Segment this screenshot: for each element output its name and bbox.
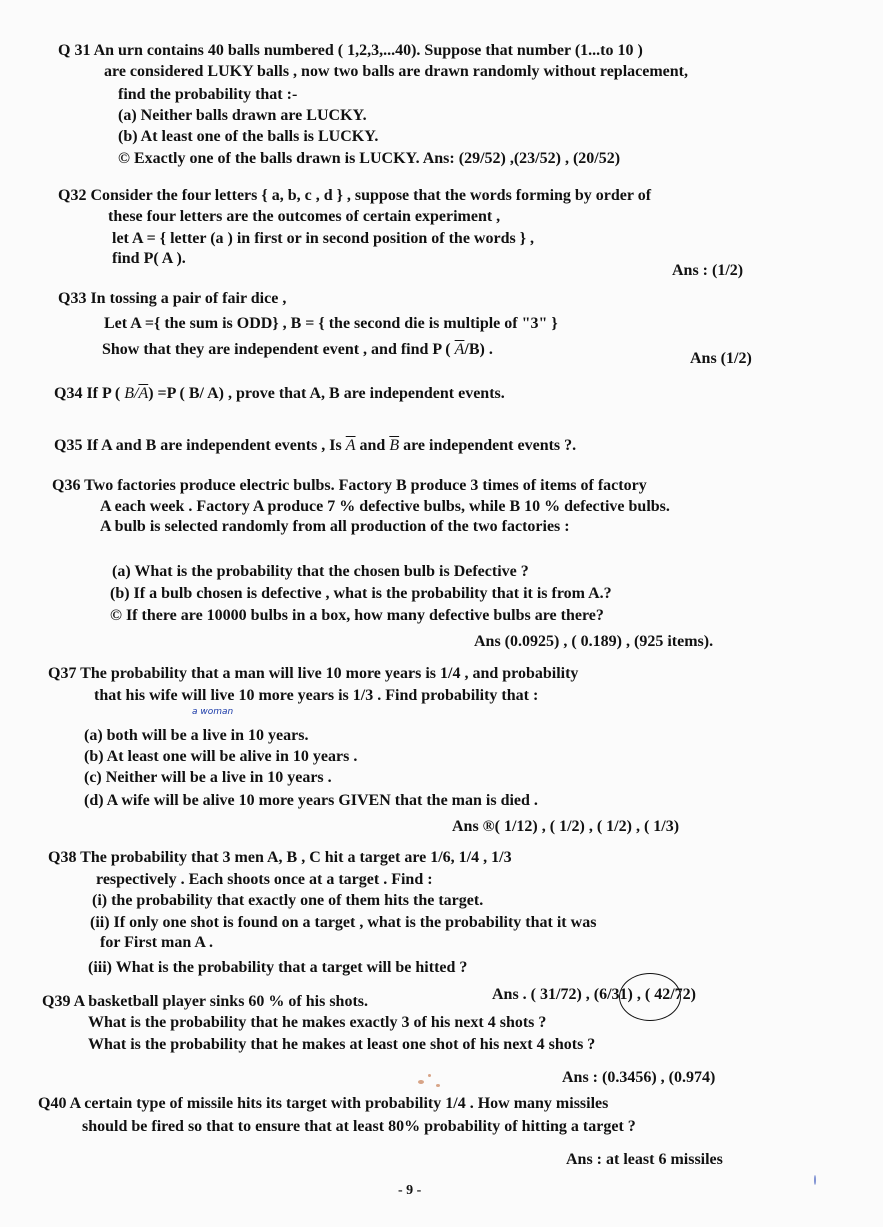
q36-line-5: (b) If a bulb chosen is defective , what is the probability that it is from A.? xyxy=(110,585,612,602)
q36-answer: Ans (0.0925) , ( 0.189) , (925 items). xyxy=(474,633,714,650)
q38-line-1: Q38 The probability that 3 men A, B , C hit a target are 1/6, 1/4 , 1/3 xyxy=(48,849,512,866)
q39-line-2: What is the probability that he makes exactly 3 of his next 4 shots ? xyxy=(88,1014,547,1031)
q32-line-4: find P( A ). xyxy=(112,250,186,267)
q32-line-1: Q32 Consider the four letters { a, b, c , d } , suppose that the words forming by order of xyxy=(58,187,652,204)
q38-line-3: (i) the probability that exactly one of them hits the target. xyxy=(92,892,484,909)
q35-line-1: Q35 If A and B are independent events , Is $\overline{A}$ and $\overline{B}$ are independent events ?. xyxy=(54,437,577,454)
q36-line-2: A each week . Factory A produce 7 % defective bulbs, while B 10 % defective bulbs. xyxy=(100,498,670,515)
q33-line-3: Show that they are independent event , and find P ( $\overline{A}/B$) . xyxy=(102,341,493,358)
q33-line-2: Let A ={ the sum is ODD} , B = { the second die is multiple of "3" } xyxy=(104,315,558,332)
q39-line-3: What is the probability that he makes at least one shot of his next 4 shots ? xyxy=(88,1036,596,1053)
q31-line-5: (b) At least one of the balls is LUCKY. xyxy=(118,128,379,145)
handwritten-note: a woman xyxy=(192,707,234,717)
q32-line-2: these four letters are the outcomes of certain experiment , xyxy=(108,208,501,225)
q38-line-2: respectively . Each shoots once at a target . Find : xyxy=(96,871,433,888)
q38-answer: Ans . ( 31/72) , (6/31) , ( 42/72) xyxy=(492,986,696,1003)
ink-mark xyxy=(814,1175,816,1185)
q40-line-1: Q40 A certain type of missile hits its target with probability 1/4 . How many missiles xyxy=(38,1095,609,1112)
q37-line-3: (a) both will be a live in 10 years. xyxy=(84,727,309,744)
q37-line-6: (d) A wife will be alive 10 more years GIVEN that the man is died . xyxy=(84,792,538,809)
q38-line-6: (iii) What is the probability that a target will be hitted ? xyxy=(88,959,468,976)
q37-line-5: (c) Neither will be a live in 10 years . xyxy=(84,769,332,786)
q37-line-1: Q37 The probability that a man will live 10 more years is 1/4 , and probability xyxy=(48,665,579,682)
q31-line-4: (a) Neither balls drawn are LUCKY. xyxy=(118,107,367,124)
q31-line-2: are considered LUKY balls , now two balls are drawn randomly without replacement, xyxy=(104,63,689,80)
q36-line-6: © If there are 10000 bulbs in a box, how many defective bulbs are there? xyxy=(110,607,604,624)
q36-line-4: (a) What is the probability that the chosen bulb is Defective ? xyxy=(112,563,529,580)
q36-line-3: A bulb is selected randomly from all production of the two factories : xyxy=(100,518,570,535)
q38-line-4: (ii) If only one shot is found on a target , what is the probability that it was xyxy=(90,914,597,931)
q40-answer: Ans : at least 6 missiles xyxy=(566,1151,723,1168)
q36-line-1: Q36 Two factories produce electric bulbs. Factory B produce 3 times of items of factory xyxy=(52,477,647,494)
q37-answer: Ans ®( 1/12) , ( 1/2) , ( 1/2) , ( 1/3) xyxy=(452,818,680,835)
circled-answer-mark xyxy=(619,973,681,1021)
q40-line-2: should be fired so that to ensure that at least 80% probability of hitting a target ? xyxy=(82,1118,636,1135)
q34-line-1: Q34 If P ( $B/\overline{A}) =P$ ( B/ A) , prove that A, B are independent events. xyxy=(54,385,505,402)
q37-line-4: (b) At least one will be alive in 10 years . xyxy=(84,748,358,765)
q31-line-6: © Exactly one of the balls drawn is LUCKY. Ans: (29/52) ,(23/52) , (20/52) xyxy=(118,150,621,167)
q33-answer: Ans (1/2) xyxy=(690,350,752,367)
q31-line-1: Q 31 An urn contains 40 balls numbered ( 1,2,3,...40). Suppose that number (1...to 10 ) xyxy=(58,42,643,59)
q38-line-5: for First man A . xyxy=(100,934,214,951)
q32-line-3: let A = { letter (a ) in first or in second position of the words } , xyxy=(112,230,534,247)
q31-line-3: find the probability that :- xyxy=(118,86,298,103)
stain-mark xyxy=(436,1084,440,1087)
q39-answer: Ans : (0.3456) , (0.974) xyxy=(562,1069,716,1086)
stain-mark xyxy=(428,1074,431,1077)
q37-line-2: that his wife will live 10 more years is 1/3 . Find probability that : xyxy=(94,687,539,704)
q39-line-1: Q39 A basketball player sinks 60 % of his shots. xyxy=(42,993,369,1010)
q32-answer: Ans : (1/2) xyxy=(672,262,744,279)
page-number: - 9 - xyxy=(398,1183,422,1198)
stain-mark xyxy=(418,1080,424,1084)
q33-line-1: Q33 In tossing a pair of fair dice , xyxy=(58,290,287,307)
